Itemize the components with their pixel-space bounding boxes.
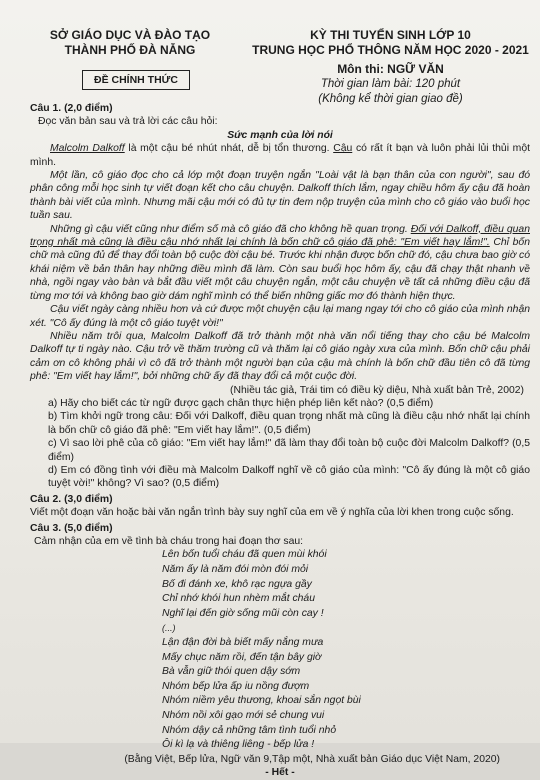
poem-line: Năm ấy là năm đói mòn đói mỏi xyxy=(162,564,309,575)
exam-year: TRUNG HỌC PHỔ THÔNG NĂM HỌC 2020 - 2021 xyxy=(252,43,529,57)
poem-source: (Bằng Việt, Bếp lửa, Ngữ văn 9,Tập một, Nhà xuất bản Giáo dục Việt Nam, 2020) xyxy=(124,753,500,765)
underlined-sentence: Đối với Dalkoff, điều quan trọng nhất mà cũng là điều cậu nhớ nhất lại chính là bốn chữ cô giáo đã phê: "Em viết hay lắm!". xyxy=(30,223,530,249)
department-block xyxy=(30,28,230,58)
question-3-title: Câu 3. (5,0 điểm) xyxy=(30,522,113,534)
exam-content xyxy=(30,100,530,780)
question-2-text: Viết một đoạn văn hoặc bài văn ngắn trình bày suy nghĩ của em về ý nghĩa của lời khen trong cuộc sống. xyxy=(30,507,514,519)
department-name: SỞ GIÁO DỤC VÀ ĐÀO TẠO xyxy=(49,28,211,42)
poem-line: Mấy chục năm rồi, đến tận bây giờ xyxy=(162,651,322,663)
question-1-title: Câu 1. (2,0 điểm) xyxy=(30,103,113,114)
poem-line: Nhóm dậy cả những tâm tình tuổi nhỏ xyxy=(162,724,337,736)
poem-line: Nhóm bếp lửa ấp iu nồng đượm xyxy=(162,680,310,692)
exam-title: KỲ THI TUYỂN SINH LỚP 10 xyxy=(310,28,471,42)
poem-line: Bà vẫn giữ thói quen dậy sớm xyxy=(162,666,301,678)
story-paragraph-3: Những gì cậu viết cũng như điểm số mà cô giáo đã cho không hề quan trọng. Đối với Dalkoff, điều quan trọng nhất mà cũng là điều cậu nhớ nhất lại chính là bốn chữ cô giáo đã phê: "Em viết hay lắm!". Chỉ bốn chữ mà cũng đủ để thay đổi toàn bộ cuộc đời cậu bé. Trước khi nhận được bốn chữ đó, cậu chưa bao giờ có khái niệm về bản thân hay những điều mình đã làm. Còn sau buổi học hôm ấy, cậu đã chạy thật nhanh về nhà, ngồi ngay vào bàn và bắt đầu viết một câu chuyện ngắn, một câu chuyện về tất cả những điều cậu đã từng mơ tới và không bao giờ dám nghĩ mình có thể biến những giấc mơ đó thành hiện thực. xyxy=(30,223,530,302)
story-title: Sức mạnh của lời nói xyxy=(227,129,333,141)
question-1b: b) Tìm khởi ngữ trong câu: Đối với Dalkoff, điều quan trọng nhất mà cũng là điều cậu nhớ nhất lại chính là bốn chữ cô giáo đã phê: "Em viết hay lắm!". (0,5 điểm) xyxy=(48,411,530,436)
poem-line: Ôi kì lạ và thiêng liêng - bếp lửa ! xyxy=(162,739,315,751)
city-name: THÀNH PHỐ ĐÀ NẴNG xyxy=(64,43,196,57)
question-2-title: Câu 2. (3,0 điểm) xyxy=(30,493,113,505)
exam-header xyxy=(0,0,540,112)
poem xyxy=(30,548,530,752)
question-1a: a) Hãy cho biết các từ ngữ được gạch chân thực hiện phép liên kết nào? (0,5 điểm) xyxy=(48,397,434,409)
poem-line: (...) xyxy=(162,623,176,634)
story-source: (Nhiều tác giả, Trái tim có điều kỳ diệu, Nhà xuất bản Trẻ, 2002) xyxy=(230,384,524,396)
underlined-name: Malcolm Dalkoff xyxy=(50,143,125,155)
story-paragraph-4: Cậu viết ngày càng nhiều hơn và cứ được một chuyện cậu lại mang ngay tới cho cô giáo của mình nhận xét. "Cô ấy đúng là một cô giáo tuyệt vời!" xyxy=(30,304,530,329)
question-1-instruction: Đọc văn bản sau và trả lời các câu hỏi: xyxy=(38,116,218,128)
question-1d: d) Em có đồng tình với điều mà Malcolm Dalkoff nghĩ về cô giáo của mình: "Cô ấy đúng là một cô giáo tuyệt vời!" không? Vì sao? (0,5 điểm) xyxy=(48,464,530,490)
poem-line: Lên bốn tuổi cháu đã quen mùi khói xyxy=(162,549,327,561)
underlined-cau: Cậu xyxy=(333,143,353,155)
question-1c: c) Vì sao lời phê của cô giáo: "Em viết hay lắm!" đã làm thay đổi toàn bộ cuộc đời Malcolm Dalkoff? (0,5 điểm) xyxy=(48,438,530,463)
exam-subject: Môn thi: NGỮ VĂN xyxy=(337,62,444,76)
story-paragraph-2: Một lần, cô giáo đọc cho cả lớp một đoạn truyện ngắn "Loài vật là bạn thân của con người", sau đó phân công mỗi học sinh tự viết đoạn kết cho câu chuyện. Dalkoff thích lắm, ngay chiều hôm ấy cậu đã hoàn thành bài viết của mình. Nhưng mãi cậu mới có đủ tự tin đem nộp truyện của mình cho cô giáo vào buổi học tuần sau. xyxy=(30,170,530,222)
end-marker: - Hết - xyxy=(265,767,295,779)
question-3-text: Cảm nhận của em về tình bà cháu trong hai đoạn thơ sau: xyxy=(34,536,304,547)
exam-info-block xyxy=(248,28,533,107)
poem-line: Nghĩ lại đến giờ sống mũi còn cay ! xyxy=(162,607,324,619)
poem-line: Lận đận đời bà biết mấy nắng mưa xyxy=(162,636,324,648)
poem-line: Bố đi đánh xe, khô rạc ngựa gầy xyxy=(162,578,312,590)
story-paragraph-1: Malcolm Dalkoff là một cậu bé nhút nhát, dễ bị tổn thương. Cậu có rất ít bạn và luôn phải lủi thủi một mình. xyxy=(30,143,530,168)
official-stamp: ĐỀ CHÍNH THỨC xyxy=(82,70,190,90)
poem-line: Nhóm nồi xôi gạo mới sẻ chung vui xyxy=(162,709,325,721)
exam-time-note: (Không kể thời gian giao đề) xyxy=(318,93,463,105)
exam-time: Thời gian làm bài: 120 phút xyxy=(320,78,461,90)
story-paragraph-5: Nhiều năm trôi qua, Malcolm Dalkoff đã trở thành một nhà văn nổi tiếng thay cho cậu bé Malcolm Dalkoff tự ti ngày nào. Cậu trở về thăm trường cũ và thăm lại cô giáo ngày xưa của mình. Bốn chữ cậu phải cảm ơn cô không phải vì cô đã trở thành một người bạn của cậu mà chính là bốn chữ đầu tiên cô đã từng phê: "Em viết hay lắm!", bởi những chữ ấy đã thay đổi cả một cuộc đời. xyxy=(30,330,530,383)
poem-line: Nhóm niềm yêu thương, khoai sắn ngọt bùi xyxy=(162,695,361,707)
poem-line: Chỉ nhớ khói hun nhèm mắt cháu xyxy=(162,593,315,605)
